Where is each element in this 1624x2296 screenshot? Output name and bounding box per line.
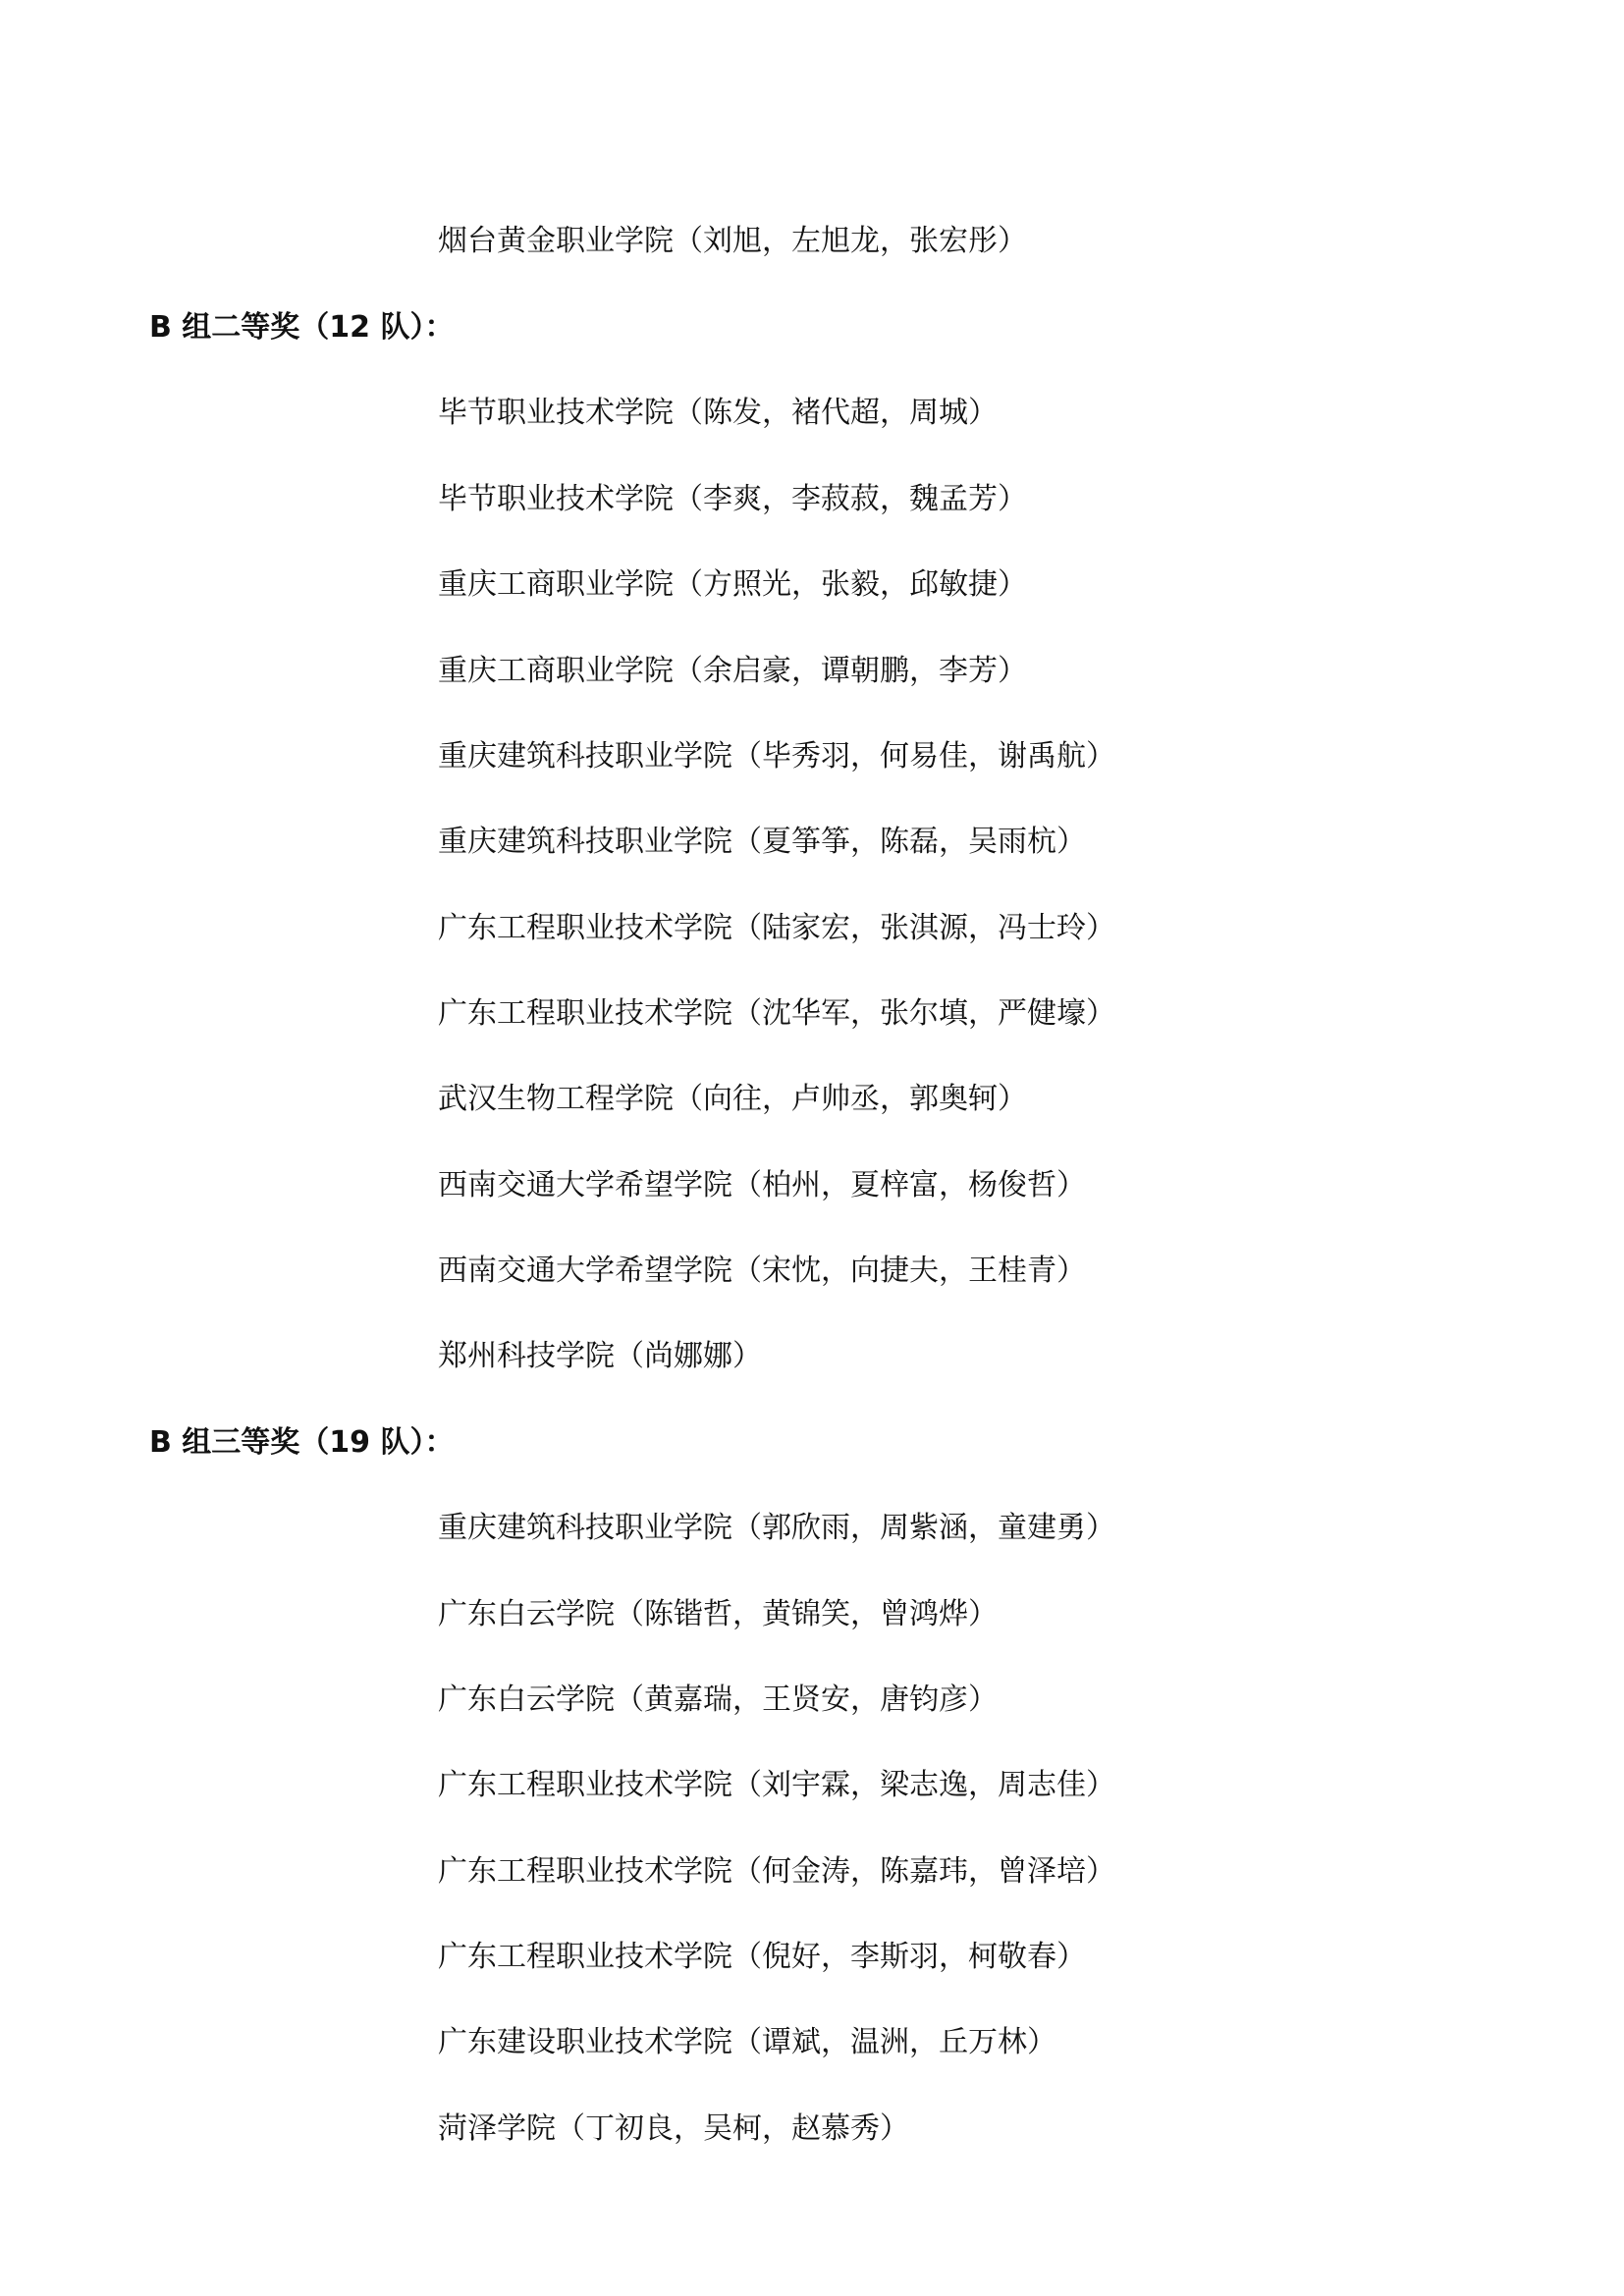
award-entry: 广东白云学院（陈锴哲，黄锦笑，曾鸿烨） <box>438 1597 998 1631</box>
award-entry: 广东工程职业技术学院（陆家宏，张淇源，冯士玲） <box>438 911 1115 945</box>
award-entry: 毕节职业技术学院（李爽，李菽菽，魏孟芳） <box>438 482 1027 516</box>
section-heading-second-prize: B 组二等奖（12 队）： <box>149 310 455 345</box>
award-entry: 重庆建筑科技职业学院（毕秀羽，何易佳，谢禹航） <box>438 739 1115 774</box>
award-entry: 烟台黄金职业学院（刘旭，左旭龙，张宏彤） <box>438 224 1027 258</box>
award-entry: 重庆工商职业学院（余启豪，谭朝鹏，李芳） <box>438 654 1027 688</box>
award-entry: 武汉生物工程学院（向往，卢帅丞，郭奥轲） <box>438 1082 1027 1116</box>
award-entry: 重庆建筑科技职业学院（郭欣雨，周紫涵，童建勇） <box>438 1511 1115 1545</box>
award-entry: 毕节职业技术学院（陈发，褚代超，周城） <box>438 396 998 430</box>
award-entry: 西南交通大学希望学院（柏州，夏梓富，杨俊哲） <box>438 1168 1086 1202</box>
award-entry: 菏泽学院（丁初良，吴柯，赵慕秀） <box>438 2111 909 2146</box>
award-entry: 广东工程职业技术学院（倪好，李斯羽，柯敬春） <box>438 1940 1086 1974</box>
section-heading-third-prize: B 组三等奖（19 队）： <box>149 1425 455 1460</box>
award-entry: 西南交通大学希望学院（宋忱，向捷夫，王桂青） <box>438 1254 1086 1288</box>
award-entry: 广东工程职业技术学院（刘宇霖，梁志逸，周志佳） <box>438 1768 1115 1802</box>
award-entry: 广东工程职业技术学院（何金涛，陈嘉玮，曾泽培） <box>438 1854 1115 1889</box>
award-entry: 重庆工商职业学院（方照光，张毅，邱敏捷） <box>438 567 1027 602</box>
award-entry: 广东工程职业技术学院（沈华军，张尔填，严健壕） <box>438 996 1115 1031</box>
award-entry: 重庆建筑科技职业学院（夏筝筝，陈磊，吴雨杭） <box>438 825 1086 859</box>
award-entry: 广东白云学院（黄嘉瑞，王贤安，唐钧彦） <box>438 1682 998 1717</box>
award-entry: 郑州科技学院（尚娜娜） <box>438 1339 762 1373</box>
award-entry: 广东建设职业技术学院（谭斌，温洲，丘万林） <box>438 2025 1056 2059</box>
